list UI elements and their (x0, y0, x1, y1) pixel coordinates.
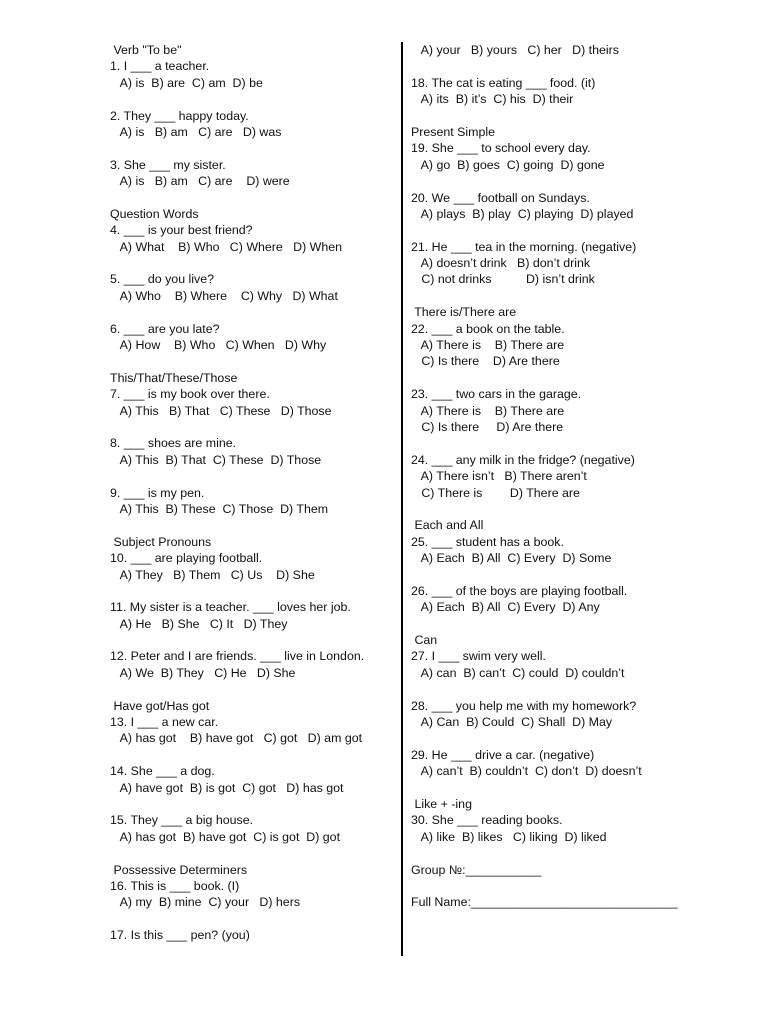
blank-line (110, 353, 395, 369)
text-line: 15. They ___ a big house. (110, 813, 254, 828)
text-line: A) doesn’t drink B) don’t drink (411, 256, 591, 271)
text-line: There is/There are (411, 305, 517, 320)
text-line: 28. ___ you help me with my homework? (411, 698, 637, 713)
blank-line (110, 468, 395, 484)
text-line: Present Simple (411, 124, 496, 139)
text-line: A) There isn’t B) There aren’t (411, 469, 587, 484)
text-line: 22. ___ a book on the table. (411, 321, 565, 336)
text-line: A) like B) likes C) liking D) liked (411, 829, 607, 844)
blank-line (411, 222, 741, 238)
text-line: A) This B) That C) These D) Those (110, 452, 322, 467)
text-line: Can (411, 633, 438, 648)
text-line: 25. ___ student has a book. (411, 534, 564, 549)
blank-line (411, 370, 741, 386)
text-line: A) This B) These C) Those D) Them (110, 501, 329, 516)
blank-line (411, 730, 741, 746)
blank-line (411, 616, 741, 632)
blank-line (411, 58, 741, 74)
text-line: 24. ___ any milk in the fridge? (negative) (411, 452, 635, 467)
blank-line (411, 567, 741, 583)
text-line: A) your B) yours C) her D) theirs (411, 43, 619, 57)
blank-line (411, 501, 741, 517)
text-line: Group №:___________ (411, 862, 542, 877)
text-line: A) Who B) Where C) Why D) What (110, 288, 338, 303)
text-line: 16. This is ___ book. (I) (110, 878, 240, 893)
text-line: 6. ___ are you late? (110, 321, 220, 336)
blank-line (110, 517, 395, 533)
blank-line (411, 845, 741, 861)
text-line: 9. ___ is my pen. (110, 485, 205, 500)
blank-line (110, 911, 395, 927)
text-line: Verb "To be" (110, 43, 182, 57)
text-line: C) There is D) There are (411, 485, 580, 500)
text-line: A) can B) can’t C) could D) couldn’t (411, 665, 625, 680)
blank-line (110, 845, 395, 861)
text-line: A) its B) it’s C) his D) their (411, 92, 574, 107)
text-line: Each and All (411, 518, 484, 533)
blank-line (110, 304, 395, 320)
text-line: 10. ___ are playing football. (110, 551, 263, 566)
text-line: 19. She ___ to school every day. (411, 141, 591, 156)
blank-line (411, 878, 741, 894)
text-line: A) There is B) There are (411, 403, 565, 418)
text-line: A) go B) goes C) going D) gone (411, 157, 605, 172)
text-line: A) They B) Them C) Us D) She (110, 567, 315, 582)
text-line: 8. ___ shoes are mine. (110, 436, 237, 451)
text-line: 21. He ___ tea in the morning. (negative) (411, 239, 637, 254)
text-line: This/That/These/Those (110, 370, 238, 385)
blank-line (411, 288, 741, 304)
text-line: 13. I ___ a new car. (110, 715, 219, 730)
text-line: A) is B) am C) are D) were (110, 174, 290, 189)
blank-line (110, 140, 395, 156)
text-line: 18. The cat is eating ___ food. (it) (411, 75, 596, 90)
text-line: 2. They ___ happy today. (110, 108, 249, 123)
text-line: Possessive Determiners (110, 862, 248, 877)
text-line: A) What B) Who C) Where D) When (110, 239, 343, 254)
text-line: A) Each B) All C) Every D) Some (411, 551, 612, 566)
text-line: 17. Is this ___ pen? (you) (110, 928, 250, 943)
text-line: 1. I ___ a teacher. (110, 59, 210, 74)
text-line: 20. We ___ football on Sundays. (411, 190, 590, 205)
text-line: 7. ___ is my book over there. (110, 387, 270, 402)
blank-line (411, 435, 741, 451)
text-line: 27. I ___ swim very well. (411, 649, 546, 664)
blank-line (110, 190, 395, 206)
text-line: 29. He ___ drive a car. (negative) (411, 747, 595, 762)
text-line: A) plays B) play C) playing D) played (411, 206, 634, 221)
right-column (411, 42, 741, 911)
text-line: Like + -ing (411, 796, 472, 811)
text-line: 26. ___ of the boys are playing football. (411, 583, 628, 598)
blank-line (411, 681, 741, 697)
left-column (110, 42, 395, 943)
text-line: A) Can B) Could C) Shall D) May (411, 715, 613, 730)
text-line: A) can’t B) couldn’t C) don’t D) doesn’t (411, 764, 642, 779)
blank-line (411, 173, 741, 189)
text-line: A) my B) mine C) your D) hers (110, 895, 301, 910)
text-line: 30. She ___ reading books. (411, 813, 563, 828)
text-line: A) He B) She C) It D) They (110, 616, 288, 631)
text-line: A) has got B) have got C) is got D) got (110, 829, 341, 844)
text-line: A) have got B) is got C) got D) has got (110, 780, 344, 795)
text-line: A) has got B) have got C) got D) am got (110, 731, 363, 746)
blank-line (110, 796, 395, 812)
blank-line (110, 91, 395, 107)
blank-line (110, 632, 395, 648)
blank-line (110, 419, 395, 435)
text-line: A) Each B) All C) Every D) Any (411, 600, 600, 615)
blank-line (110, 583, 395, 599)
text-line: 23. ___ two cars in the garage. (411, 387, 582, 402)
text-line: C) Is there D) Are there (411, 354, 560, 369)
text-line: 12. Peter and I are friends. ___ live in London. (110, 649, 365, 664)
text-line: A) There is B) There are (411, 338, 565, 353)
blank-line (110, 255, 395, 271)
text-line: 4. ___ is your best friend? (110, 223, 253, 238)
text-line: C) Is there D) Are there (411, 419, 564, 434)
blank-line (110, 681, 395, 697)
text-line: 3. She ___ my sister. (110, 157, 226, 172)
text-line: A) is B) am C) are D) was (110, 124, 282, 139)
text-line: Have got/Has got (110, 698, 210, 713)
text-line: A) This B) That C) These D) Those (110, 403, 332, 418)
blank-line (411, 108, 741, 124)
text-line: Question Words (110, 206, 199, 221)
text-line: A) We B) They C) He D) She (110, 665, 296, 680)
text-line: A) is B) are C) am D) be (110, 75, 263, 90)
text-line: C) not drinks D) isn’t drink (411, 272, 595, 287)
column-divider (401, 42, 403, 956)
text-line: 5. ___ do you live? (110, 272, 215, 287)
text-line: Full Name:______________________________ (411, 895, 678, 910)
blank-line (411, 780, 741, 796)
text-line: 14. She ___ a dog. (110, 764, 215, 779)
text-line: 11. My sister is a teacher. ___ loves her job. (110, 600, 351, 615)
blank-line (110, 747, 395, 763)
text-line: Subject Pronouns (110, 534, 212, 549)
text-line: A) How B) Who C) When D) Why (110, 338, 327, 353)
